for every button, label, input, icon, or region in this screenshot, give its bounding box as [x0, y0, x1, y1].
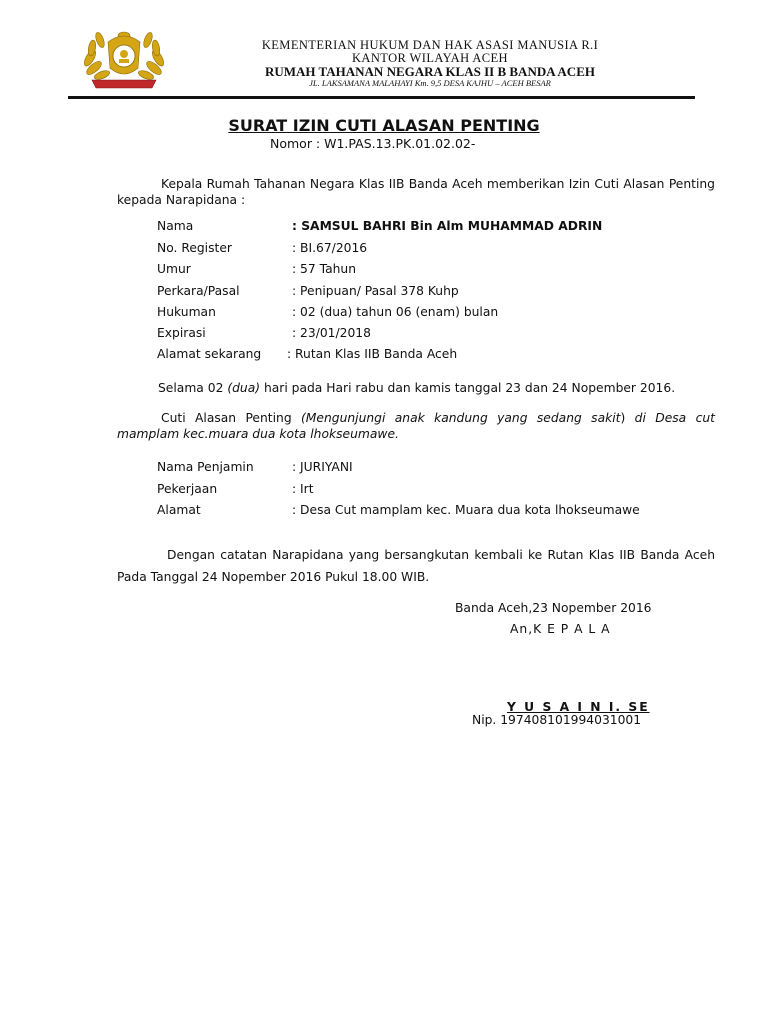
leave-reason: Cuti Alasan Penting (Mengunjungi anak kandung yang sedang sakit) di Desa cut mamplam kec.muara dua kota lhokseumawe.	[117, 411, 715, 441]
signature-position: An,K E P A L A	[510, 622, 611, 636]
guarantor-value-occupation: : Irt	[292, 482, 314, 496]
signature-name: Y U S A I N I. SE	[507, 700, 650, 714]
intro-paragraph: Kepala Rumah Tahanan Negara Klas IIB Banda Aceh memberikan Izin Cuti Alasan Penting kepada Narapidana :	[117, 177, 715, 207]
closing-paragraph: Dengan catatan Narapidana yang bersangkutan kembali ke Rutan Klas IIB Banda Aceh Pada Tanggal 24 Nopember 2016 Pukul 18.00 WIB.	[117, 548, 715, 584]
inmate-label-case: Perkara/Pasal	[157, 284, 240, 298]
inmate-value-name: : SAMSUL BAHRI Bin Alm MUHAMMAD ADRIN	[292, 219, 603, 233]
guarantor-value-name: : JURIYANI	[292, 460, 353, 474]
header-divider	[68, 96, 695, 99]
header-institution: RUMAH TAHANAN NEGARA KLAS II B BANDA ACEH	[265, 64, 595, 79]
letter-title: SURAT IZIN CUTI ALASAN PENTING	[228, 116, 540, 135]
inmate-value-address: : Rutan Klas IIB Banda Aceh	[287, 347, 458, 361]
leave-duration: Selama 02 (dua) hari pada Hari rabu dan kamis tanggal 23 dan 24 Nopember 2016.	[158, 381, 676, 395]
inmate-value-age: : 57 Tahun	[292, 262, 356, 276]
inmate-value-expiration: : 23/01/2018	[292, 326, 371, 340]
signature-place-date: Banda Aceh,23 Nopember 2016	[455, 601, 652, 615]
guarantor-label-address: Alamat	[157, 503, 201, 517]
inmate-value-sentence: : 02 (dua) tahun 06 (enam) bulan	[292, 305, 499, 319]
header-address: JL. LAKSAMANA MALAHAYI Km. 9,5 DESA KAJHU – ACEH BESAR	[309, 78, 551, 88]
guarantor-value-address: : Desa Cut mamplam kec. Muara dua kota lhokseumawe	[292, 503, 640, 517]
inmate-label-expiration: Expirasi	[157, 326, 206, 340]
letter-number: Nomor : W1.PAS.13.PK.01.02.02-	[270, 136, 476, 151]
inmate-label-register: No. Register	[157, 241, 232, 255]
signature-nip: Nip. 197408101994031001	[472, 713, 642, 727]
guarantor-label-occupation: Pekerjaan	[157, 482, 218, 496]
inmate-label-address: Alamat sekarang	[157, 347, 262, 361]
header-ministry: KEMENTERIAN HUKUM DAN HAK ASASI MANUSIA R.I	[261, 38, 599, 52]
header-regional-office: KANTOR WILAYAH ACEH	[352, 51, 508, 65]
inmate-label-sentence: Hukuman	[157, 305, 216, 319]
institution-logo	[78, 28, 170, 96]
inmate-label-age: Umur	[157, 262, 191, 276]
inmate-label-name: Nama	[157, 219, 194, 233]
guarantor-label-name: Nama Penjamin	[157, 460, 254, 474]
inmate-value-case: : Penipuan/ Pasal 378 Kuhp	[292, 284, 459, 298]
inmate-value-register: : BI.67/2016	[292, 241, 368, 255]
